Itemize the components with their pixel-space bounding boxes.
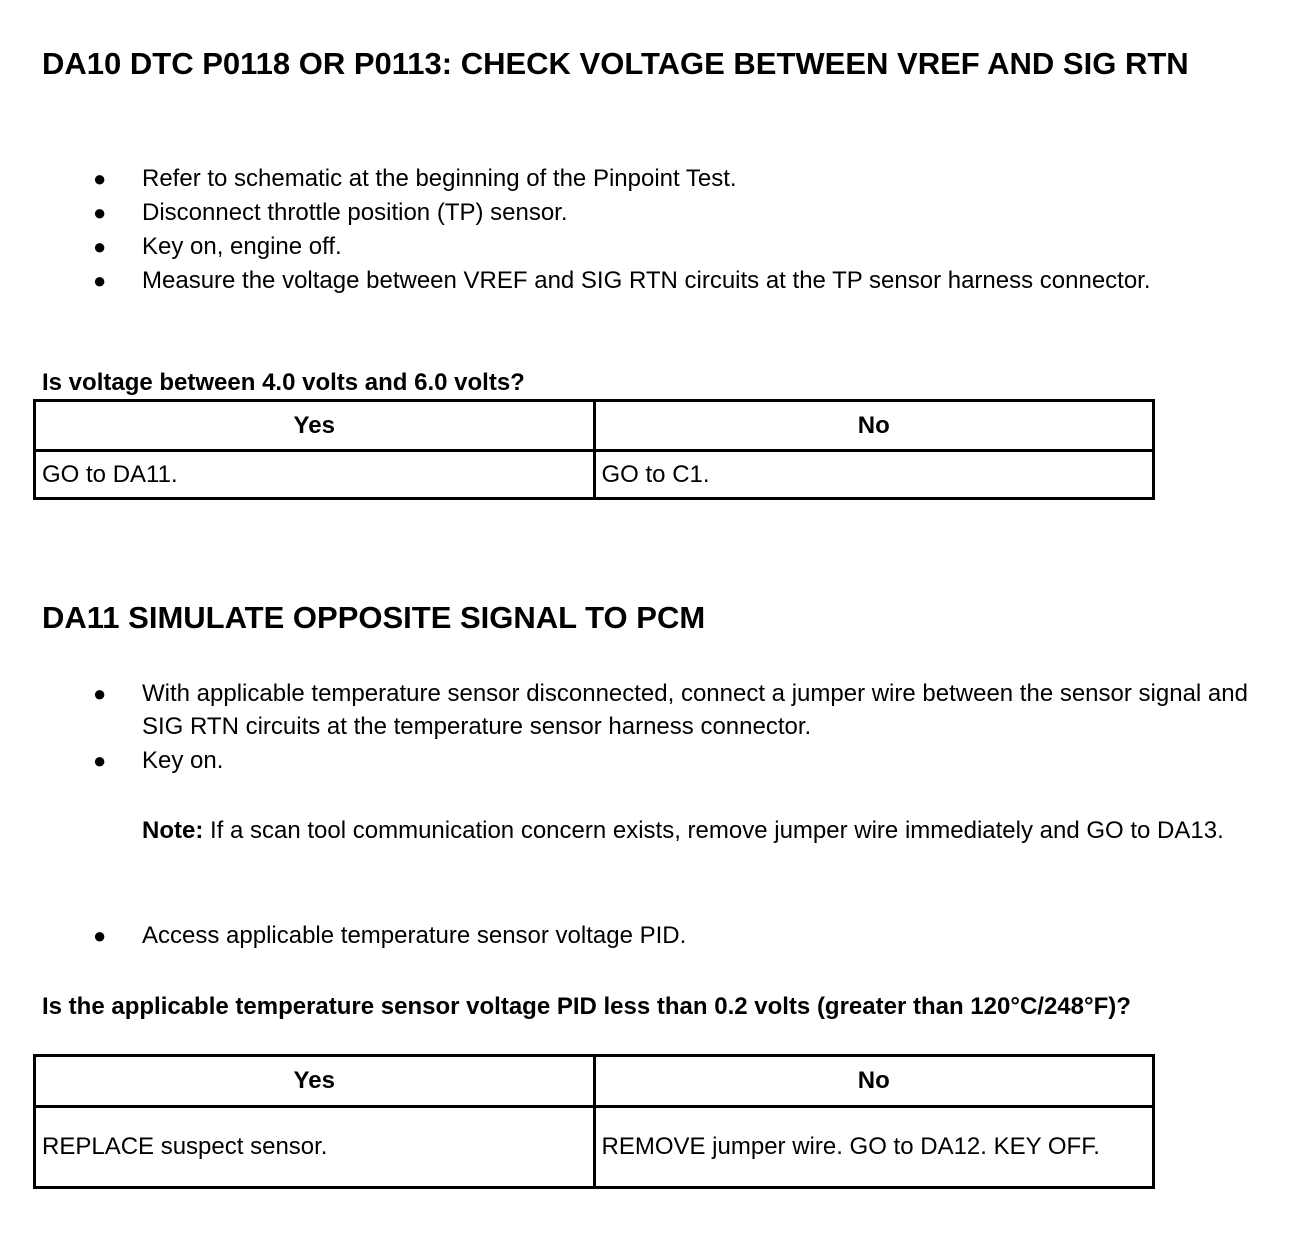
bullet-dot-icon: ● bbox=[93, 268, 107, 293]
no-header: No bbox=[594, 1056, 1154, 1107]
list-item-text: With applicable temperature sensor disconnected, connect a jumper wire between the sensor signal and SIG RTN circuits at the temperature sensor harness connector. bbox=[142, 680, 1248, 740]
list-item bbox=[0, 162, 1252, 195]
da11-bullet-list-after bbox=[0, 919, 1312, 953]
da10-bullet-list bbox=[0, 162, 1312, 298]
da10-question: Is voltage between 4.0 volts and 6.0 volts? bbox=[42, 369, 525, 396]
yes-header: Yes bbox=[35, 1056, 595, 1107]
no-header: No bbox=[594, 401, 1154, 451]
bullet-dot-icon: ● bbox=[93, 166, 107, 191]
list-item bbox=[0, 919, 1252, 952]
da11-question: Is the applicable temperature sensor voltage PID less than 0.2 volts (greater than 120°C/248°F)? bbox=[42, 993, 1131, 1020]
list-item-text: Key on. bbox=[142, 747, 224, 774]
note-text: If a scan tool communication concern exists, remove jumper wire immediately and GO to DA13. bbox=[203, 817, 1224, 844]
da10-heading: DA10 DTC P0118 OR P0113: CHECK VOLTAGE BETWEEN VREF AND SIG RTN bbox=[42, 46, 1189, 81]
da10-answer-table bbox=[33, 399, 1155, 500]
list-item bbox=[0, 264, 1252, 297]
list-item-text: Refer to schematic at the beginning of the Pinpoint Test. bbox=[142, 165, 737, 192]
list-item bbox=[0, 230, 1252, 263]
da11-bullet-list bbox=[0, 677, 1312, 778]
bullet-dot-icon: ● bbox=[93, 923, 107, 948]
yes-cell: REPLACE suspect sensor. bbox=[35, 1107, 595, 1188]
list-item-text: Key on, engine off. bbox=[142, 233, 342, 260]
da11-answer-table bbox=[33, 1054, 1155, 1189]
bullet-dot-icon: ● bbox=[93, 200, 107, 225]
list-item-text: Disconnect throttle position (TP) sensor. bbox=[142, 199, 568, 226]
bullet-dot-icon: ● bbox=[93, 748, 107, 773]
da11-heading: DA11 SIMULATE OPPOSITE SIGNAL TO PCM bbox=[42, 600, 706, 635]
list-item-text: Measure the voltage between VREF and SIG RTN circuits at the TP sensor harness connector. bbox=[142, 267, 1151, 294]
no-cell: REMOVE jumper wire. GO to DA12. KEY OFF. bbox=[594, 1107, 1154, 1188]
no-cell: GO to C1. bbox=[594, 451, 1154, 499]
yes-header: Yes bbox=[35, 401, 595, 451]
list-item bbox=[0, 196, 1252, 229]
bullet-dot-icon: ● bbox=[93, 681, 107, 706]
list-item-text: Access applicable temperature sensor voltage PID. bbox=[142, 922, 687, 949]
bullet-dot-icon: ● bbox=[93, 234, 107, 259]
da11-note bbox=[142, 814, 1252, 847]
yes-cell: GO to DA11. bbox=[35, 451, 595, 499]
list-item bbox=[0, 677, 1252, 743]
note-label: Note: bbox=[142, 817, 204, 844]
list-item bbox=[0, 744, 1252, 777]
